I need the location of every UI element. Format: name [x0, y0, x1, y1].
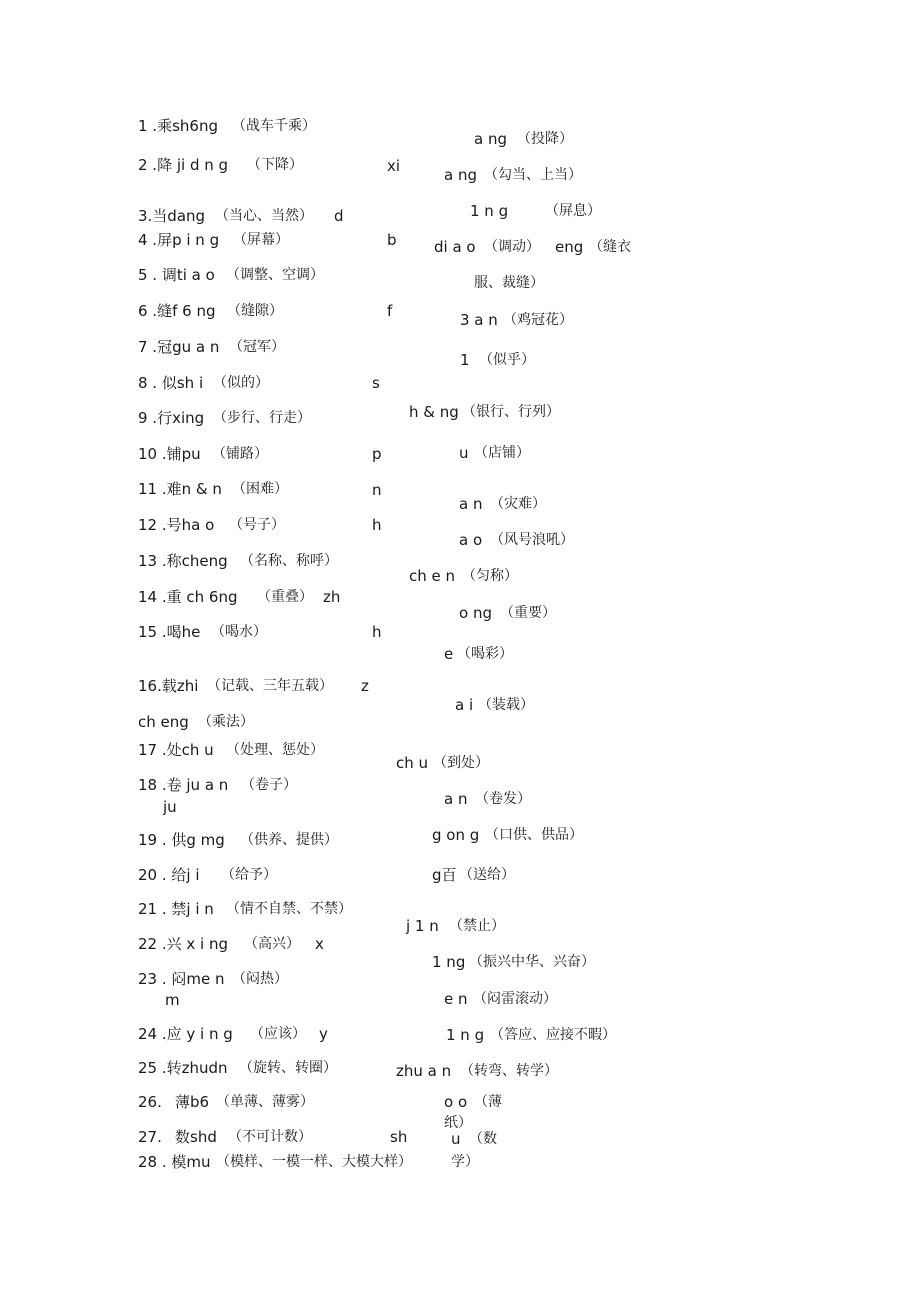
entry-15-alt-reading: e [444, 645, 454, 663]
entry-21-reading: 21 . 禁j i n [138, 900, 214, 918]
entry-12-reading: 12 .号ha o [138, 516, 215, 534]
entry-20-reading: 20 . 给j i [138, 866, 200, 884]
entry-24-alt-example: （答应、应接不暇） [490, 1027, 616, 1043]
entry-1-extra-example: （乘法） [198, 714, 254, 730]
entry-23-alt-example: （闷雷滚动） [473, 991, 557, 1007]
entry-11-alt-example: （灾难） [490, 496, 546, 512]
entry-9-example: （步行、行走） [213, 410, 311, 426]
entry-1-example: （战车千乘） [232, 118, 316, 134]
entry-18-alt-initial: ju [163, 798, 177, 816]
entry-14-reading: 14 .重 ch 6ng [138, 588, 238, 606]
entry-7-example: （冠军） [229, 339, 285, 355]
entry-19-reading: 19 . 供g mg [138, 831, 225, 849]
entry-2-example: （下降） [247, 157, 303, 173]
entry-17-example: （处理、惩处） [226, 742, 324, 758]
entry-28-reading: 28 . 模mu [138, 1153, 211, 1171]
entry-16-alt-initial: z [361, 677, 369, 695]
entry-16-example: （记载、三年五载） [207, 678, 333, 694]
entry-27-number: 27. [138, 1128, 162, 1146]
entry-4-reading: 4 .屏p i n g [138, 231, 220, 249]
entry-6-example: （缝隙） [227, 303, 283, 319]
entry-21-alt-reading: j 1 n [406, 917, 439, 935]
entry-20-alt-reading: g百 [432, 866, 457, 884]
entry-27-example: （不可计数） [228, 1129, 312, 1145]
entry-20-alt-example: （送给） [459, 867, 515, 883]
entry-15-alt-initial: h [372, 623, 382, 641]
entry-23-reading: 23 . 闷me n [138, 970, 225, 988]
entry-19-example: （供养、提供） [240, 832, 338, 848]
entry-27-alt-example-end: 学） [451, 1154, 479, 1170]
entry-12-alt-reading: a o [459, 531, 483, 549]
entry-16-alt-example: （装载） [478, 697, 534, 713]
entry-18-example: （卷子） [241, 777, 297, 793]
entry-22-alt-reading: 1 ng [432, 953, 466, 971]
entry-15-example: （喝水） [211, 624, 267, 640]
entry-25-reading: 25 .转zhudn [138, 1059, 228, 1077]
entry-22-alt-example: （振兴中华、兴奋） [469, 954, 595, 970]
entry-13-alt-reading: ch e n [409, 567, 456, 585]
entry-27-alt-initial: sh [390, 1128, 408, 1146]
entry-24-alt-reading: 1 n g [446, 1026, 485, 1044]
entry-3-alt-initial: d [334, 207, 344, 225]
entry-22-alt-initial: x [315, 935, 324, 953]
entry-4-alt-example: （屏息） [545, 203, 601, 219]
entry-2-alt-reading: a ng [444, 166, 477, 184]
entry-25-example: （旋转、转圈） [239, 1060, 337, 1076]
entry-9-reading: 9 .行xing [138, 409, 205, 427]
entry-4-alt-reading: 1 n g [470, 202, 509, 220]
entry-17-alt-example: （到处） [433, 755, 489, 771]
entry-8-alt-initial: s [372, 374, 380, 392]
entry-10-alt-reading: u [459, 444, 469, 462]
entry-28-example: （模样、一模一样、大模大样） [216, 1154, 412, 1170]
entry-6-alt-reading: eng [555, 238, 584, 256]
entry-8-example: （似的） [213, 375, 269, 391]
entry-5-alt-reading: di a o [434, 238, 476, 256]
entry-27-alt-reading: u [451, 1130, 461, 1148]
entry-15-reading: 15 .喝he [138, 623, 201, 641]
entry-8-alt-reading: 1 [460, 351, 470, 369]
entry-13-example: （名称、称呼） [240, 553, 338, 569]
entry-26-alt-example-start: （薄 [474, 1094, 502, 1110]
entry-2-alt-initial: xi [387, 157, 401, 175]
entry-18-alt-reading: a n [444, 790, 468, 808]
entry-10-alt-example: （店铺） [474, 445, 530, 461]
entry-3-reading: 3.当dang [138, 207, 206, 225]
entry-27-alt-example-start: （数 [469, 1131, 497, 1147]
entry-11-alt-reading: a n [459, 495, 483, 513]
entry-2-reading: 2 .降 ji d n g [138, 156, 229, 174]
entry-10-alt-initial: p [372, 445, 382, 463]
entry-6-alt-example-start: （缝衣 [589, 239, 631, 255]
entry-2-alt-example: （勾当、上当） [484, 167, 582, 183]
entry-25-alt-reading: zhu a n [396, 1062, 452, 1080]
entry-23-alt-reading: e n [444, 990, 468, 1008]
entry-23-example: （闷热） [232, 971, 288, 987]
entry-14-example: （重叠） [257, 589, 313, 605]
entry-21-example: （情不自禁、不禁） [226, 901, 352, 917]
entry-24-reading: 24 .应 y i n g [138, 1025, 233, 1043]
entry-17-reading: 17 .处ch u [138, 741, 214, 759]
entry-9-alt-reading: h & ng [409, 403, 459, 421]
entry-12-alt-example: （风号浪吼） [490, 532, 574, 548]
entry-5-reading: 5 . 调ti a o [138, 266, 215, 284]
entry-25-alt-example: （转弯、转学） [460, 1063, 558, 1079]
entry-26-number: 26. [138, 1093, 162, 1111]
entry-1-alt-example: （投降） [517, 131, 573, 147]
entry-13-reading: 13 .称cheng [138, 552, 228, 570]
entry-6-reading: 6 .缝f 6 ng [138, 302, 216, 320]
entry-4-example: （屏幕） [233, 232, 289, 248]
entry-19-alt-example: （口供、供品） [485, 827, 583, 843]
entry-5-example: （调整、空调） [226, 267, 324, 283]
entry-12-example: （号子） [229, 517, 285, 533]
entry-24-alt-initial: y [319, 1025, 328, 1043]
entry-11-example: （困难） [232, 481, 288, 497]
entry-26-reading: 薄b6 [175, 1093, 210, 1111]
entry-26-example: （单薄、薄雾） [216, 1094, 314, 1110]
entry-22-reading: 22 .兴 x i ng [138, 935, 229, 953]
entry-14-alt-initial: zh [323, 588, 341, 606]
entry-23-alt-initial: m [165, 991, 180, 1009]
entry-10-example: （铺路） [212, 446, 268, 462]
entry-16-reading: 16.载zhi [138, 677, 199, 695]
entry-18-reading: 18 .卷 ju a n [138, 776, 229, 794]
entry-7-alt-reading: 3 a n [460, 311, 498, 329]
entry-8-alt-example: （似乎） [479, 352, 535, 368]
entry-24-example: （应该） [250, 1026, 306, 1042]
entry-19-alt-reading: g on g [432, 826, 480, 844]
entry-20-example: （给予） [221, 867, 277, 883]
entry-8-reading: 8 . 似sh i [138, 374, 204, 392]
entry-14-alt-reading: o ng [459, 604, 492, 622]
entry-9-alt-example: （银行、行列） [462, 404, 560, 420]
entry-26-alt-reading: o o [444, 1093, 468, 1111]
entry-12-alt-initial: h [372, 516, 382, 534]
entry-7-alt-example: （鸡冠花） [503, 312, 573, 328]
entry-10-reading: 10 .铺pu [138, 445, 201, 463]
entry-15-alt-example: （喝彩） [457, 646, 513, 662]
entry-6-alt-example-end: 服、裁缝） [474, 275, 544, 291]
entry-13-alt-example: （匀称） [462, 568, 518, 584]
entry-11-alt-initial: n [372, 481, 382, 499]
entry-11-reading: 11 .难n & n [138, 480, 222, 498]
entry-1-reading: 1 .乘sh6ng [138, 117, 218, 135]
entry-4-alt-initial: b [387, 231, 397, 249]
entry-27-reading: 数shd [175, 1128, 217, 1146]
entry-26-alt-example-end: 纸） [444, 1115, 472, 1131]
entry-16-alt-reading: a i [455, 696, 474, 714]
entry-14-alt-example: （重要） [500, 605, 556, 621]
entry-6-alt-initial: f [387, 302, 393, 320]
entry-22-example: （高兴） [244, 936, 300, 952]
entry-1-extra-reading: ch eng [138, 713, 189, 731]
entry-18-alt-example: （卷发） [475, 791, 531, 807]
entry-5-alt-example: （调动） [484, 239, 540, 255]
entry-1-alt-reading: a ng [474, 130, 507, 148]
entry-17-alt-reading: ch u [396, 754, 429, 772]
entry-21-alt-example: （禁止） [449, 918, 505, 934]
entry-3-example: （当心、当然） [215, 208, 313, 224]
entry-7-reading: 7 .冠gu a n [138, 338, 220, 356]
